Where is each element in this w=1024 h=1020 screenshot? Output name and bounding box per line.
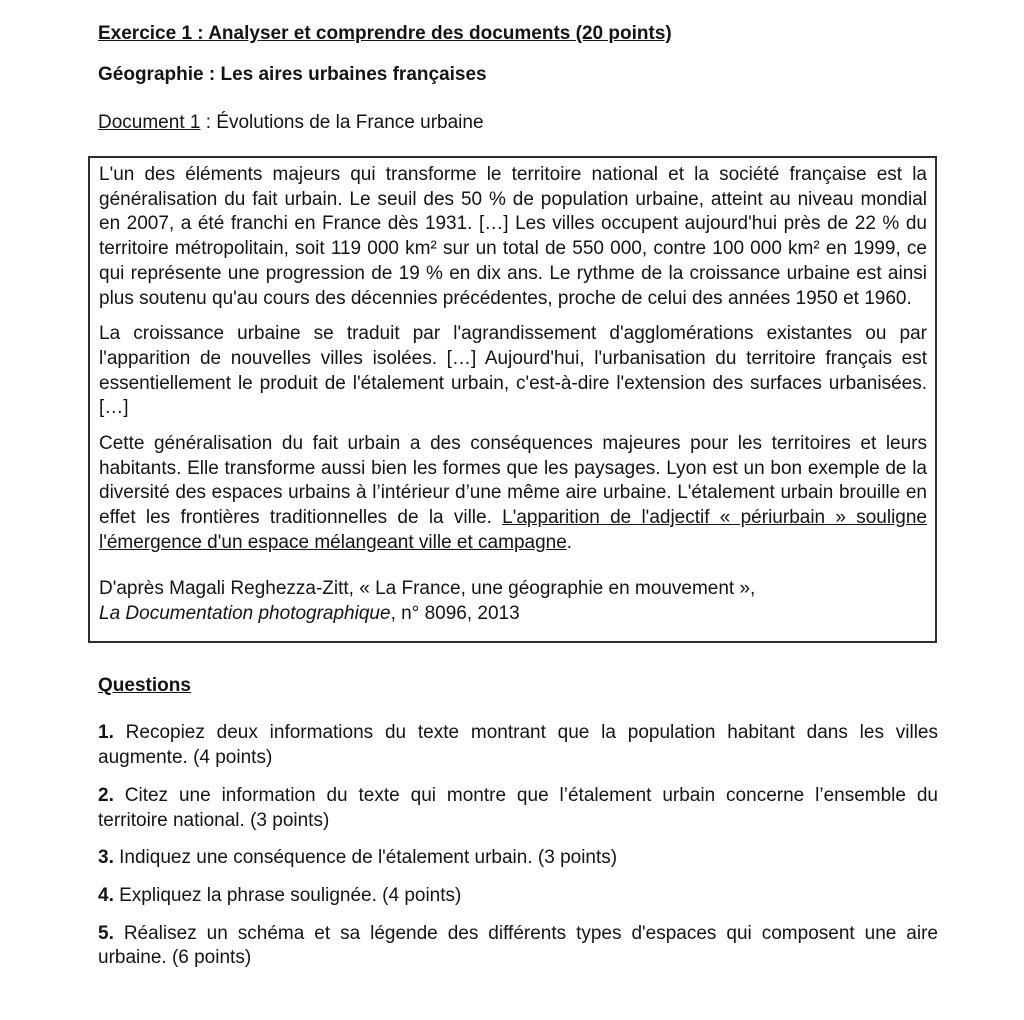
question-3-number: 3. — [98, 847, 114, 869]
question-3 — [98, 846, 938, 871]
question-5-number: 5. — [98, 922, 114, 944]
citation-line1: D'après Magali Reghezza-Zitt, « La France, une géographie en mouvement », — [99, 578, 756, 600]
underlined-sentence: L'apparition de l'adjectif « périurbain » souligne l'émergence d'un espace mélangeant ville et campagne — [99, 507, 927, 553]
sentence-end-period: . — [566, 531, 573, 553]
exam-page — [0, 22, 1024, 971]
citation-work-title: La Documentation photographique — [99, 603, 391, 625]
subject-title: Géographie : Les aires urbaines françaises — [98, 63, 487, 85]
question-5-text: Réalisez un schéma et sa légende des différents types d'espaces qui composent une aire urbaine. (6 points) — [98, 922, 938, 969]
question-1-text: Recopiez deux informations du texte montrant que la population habitant dans les villes augmente. (4 points) — [98, 722, 938, 769]
exercise-title: Exercice 1 : Analyser et comprendre des documents (20 points) — [98, 23, 672, 44]
question-1 — [98, 721, 938, 770]
question-1-number: 1. — [98, 722, 114, 744]
question-4-number: 4. — [98, 884, 114, 906]
source-paragraph-1: L'un des éléments majeurs qui transforme le territoire national et la société française est la généralisation du fait urbain. Le seuil des 50 % de population urbaine, atteint au niveau mondial en 2007, a été franchi en France dès 1931. […] Les villes occupent aujourd'hui près de 22 % du territoire métropolitain, soit 119 000 km² sur un total de 550 000, contre 100 000 km² en 1999, ce qui représente une progression de 19 % en dix ans. Le rythme de la croissance urbaine est ainsi plus soutenu qu'au cours des décennies précédentes, proche de celui des années 1950 et 1960. — [99, 164, 927, 309]
question-4-text: Expliquez la phrase soulignée. (4 points) — [113, 884, 462, 906]
questions-heading: Questions — [98, 674, 191, 696]
citation-line2-rest: , n° 8096, 2013 — [390, 603, 520, 625]
source-paragraph-3-normal: Cette généralisation du fait urbain a des conséquences majeures pour les territoires et leurs habitants. Elle transforme aussi bien les formes que les paysages. Lyon est un bon exemple de la diversité des espaces urbains à l’intérieur d’une même aire urbaine. L'étalement urbain brouille en effet les frontières traditionnelles de la ville. — [99, 432, 927, 528]
question-2-text: Citez une information du texte qui montre que l’étalement urbain concerne l’ensemble du territoire national. (3 points) — [98, 784, 938, 831]
document-caption-text: : Évolutions de la France urbaine — [200, 112, 484, 134]
source-paragraph-3 — [99, 432, 927, 555]
question-2 — [98, 784, 938, 833]
question-2-number: 2. — [98, 784, 114, 806]
document-label: Document 1 — [98, 112, 201, 134]
source-text-box — [88, 156, 937, 643]
source-paragraph-2: La croissance urbaine se traduit par l'agrandissement d'agglomérations existantes ou par l'apparition de nouvelles villes isolées. […] Aujourd'hui, l'urbanisation du territoire français est essentiellement le produit de l'étalement urbain, c'est-à-dire l'extension des surfaces urbanisées. […] — [99, 323, 927, 419]
document-caption — [98, 111, 938, 136]
question-4 — [98, 884, 938, 909]
question-5 — [98, 922, 938, 971]
source-citation — [99, 577, 927, 626]
question-3-text: Indiquez une conséquence de l'étalement urbain. (3 points) — [113, 847, 618, 869]
